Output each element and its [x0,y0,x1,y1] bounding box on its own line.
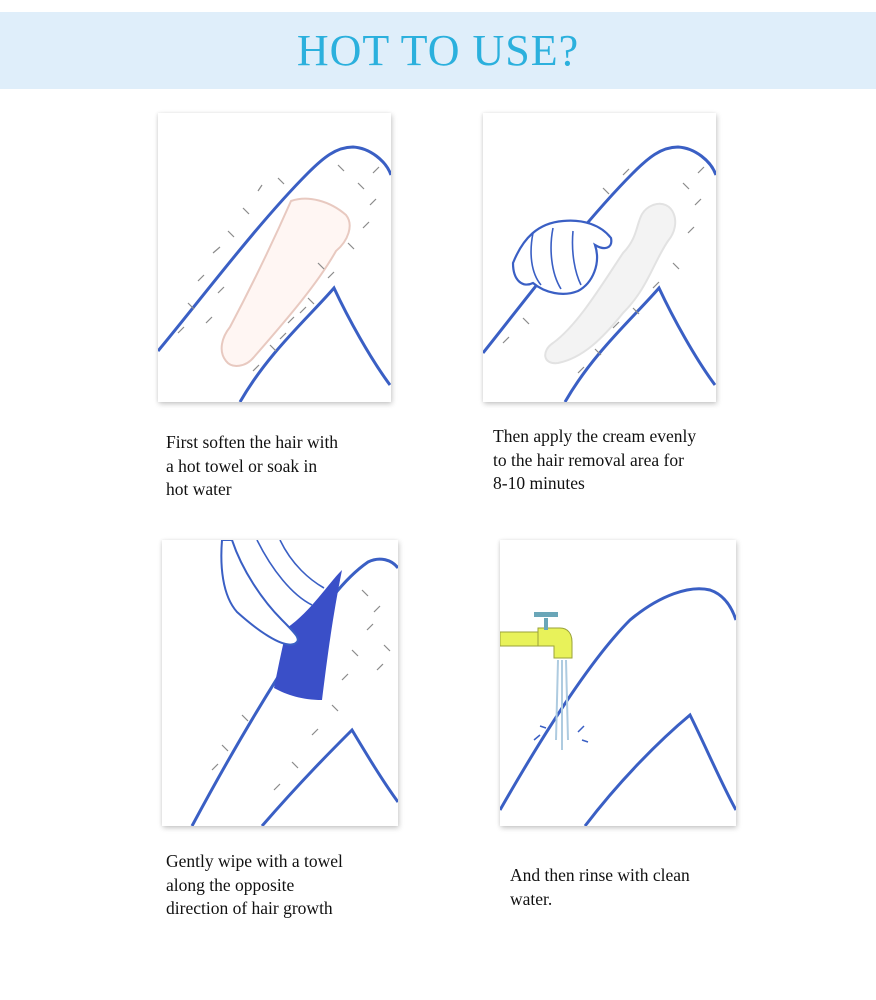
step-3-caption: Gently wipe with a towel along the opposite direction of hair growth [166,851,343,918]
page-header [0,12,876,89]
step-2-caption: Then apply the cream evenly to the hair removal area for 8-10 minutes [493,426,697,493]
step-3-illustration [162,540,398,826]
step-2-illustration [483,113,716,402]
step-1-illustration [158,113,391,402]
faucet-rinse-icon [500,540,736,826]
hand-applying-cream-icon [483,113,716,402]
leg-with-towel-icon [158,113,391,402]
hand-wiping-towel-icon [162,540,398,826]
step-4-caption: And then rinse with clean water. [510,865,690,909]
step-1-caption: First soften the hair with a hot towel or soak in hot water [166,432,339,499]
page-title: HOT TO USE? [296,26,580,75]
step-4-illustration [500,540,736,826]
